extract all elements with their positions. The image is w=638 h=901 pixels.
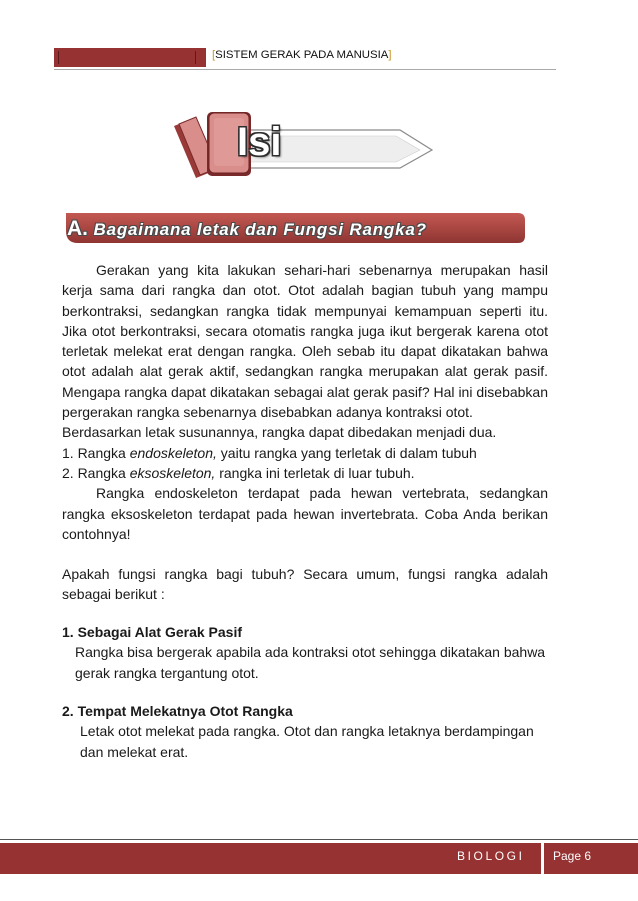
function-text-2: Letak otot melekat pada rangka. Otot dan rangka letaknya berdampingan dan melekat erat. [80, 723, 534, 761]
header-rule [54, 69, 556, 70]
term-endoskeleton: endoskeleton, [129, 444, 217, 461]
paragraph-functions-intro: Apakah fungsi rangka bagi tubuh? Secara umum, fungsi rangka adalah sebagai berikut : [62, 566, 548, 603]
list-item-eksoskeleton: 2. Rangka eksoskeleton, rangka ini terletak di luar tubuh. [62, 464, 415, 481]
function-heading-2: 2. Tempat Melekatnya Otot Rangka [62, 703, 293, 720]
header-title: [SISTEM GERAK PADA MANUSIA] [212, 49, 392, 61]
list-item-endoskeleton: 1. Rangka endoskeleton, yaitu rangka yang terletak di dalam tubuh [62, 444, 477, 461]
section-title [67, 217, 427, 241]
page-number: Page 6 [553, 849, 592, 863]
footer-divider [541, 841, 544, 874]
isi-heading-graphic [170, 110, 440, 185]
footer-rule [0, 839, 638, 840]
section-title-text: Bagaimana letak dan Fungsi Rangka? [93, 220, 427, 239]
function-heading-1: 1. Sebagai Alat Gerak Pasif [62, 623, 243, 640]
isi-heading: Isi [237, 120, 282, 164]
paragraph-examples: Rangka endoskeleton terdapat pada hewan vertebrata, sedangkan rangka eksoskeleton terdapat pada hewan invertebrata. Coba Anda berikan contohnya! [62, 485, 548, 542]
body-text [62, 260, 548, 763]
header-color-bar [54, 48, 206, 67]
footer-subject: BIOLOGI [457, 849, 525, 863]
term-eksoskeleton: eksoskeleton, [129, 464, 216, 481]
header-title-text: SISTEM GERAK PADA MANUSIA [215, 49, 389, 61]
function-text-1: Rangka bisa bergerak apabila ada kontraksi otot sehingga dikatakan bahwa gerak rangka tergantung otot. [75, 644, 546, 682]
paragraph-intro: Gerakan yang kita lakukan sehari-hari sebenarnya merupakan hasil kerja sama dari rangka dan otot. Otot adalah bagian tubuh yang mampu berkontraksi, sedangkan rangka tidak mempunyai kemampuan seperti itu. Jika otot berkontraksi, secara otomatis rangka juga ikut bergerak karena otot terletak melekat erat dengan rangka. Oleh sebab itu dapat dikatakan bahwa otot adalah alat gerak aktif, sedangkan rangka merupakan alat gerak pasif. Mengapa rangka dapat dikatakan sebagai alat gerak pasif? Hal ini disebabkan pergerakan rangka sebenarnya disebabkan adanya kontraksi otot. [62, 262, 548, 421]
paragraph-classification: Berdasarkan letak susunannya, rangka dapat dibedakan menjadi dua. [62, 424, 497, 441]
section-letter: A. [67, 217, 88, 240]
